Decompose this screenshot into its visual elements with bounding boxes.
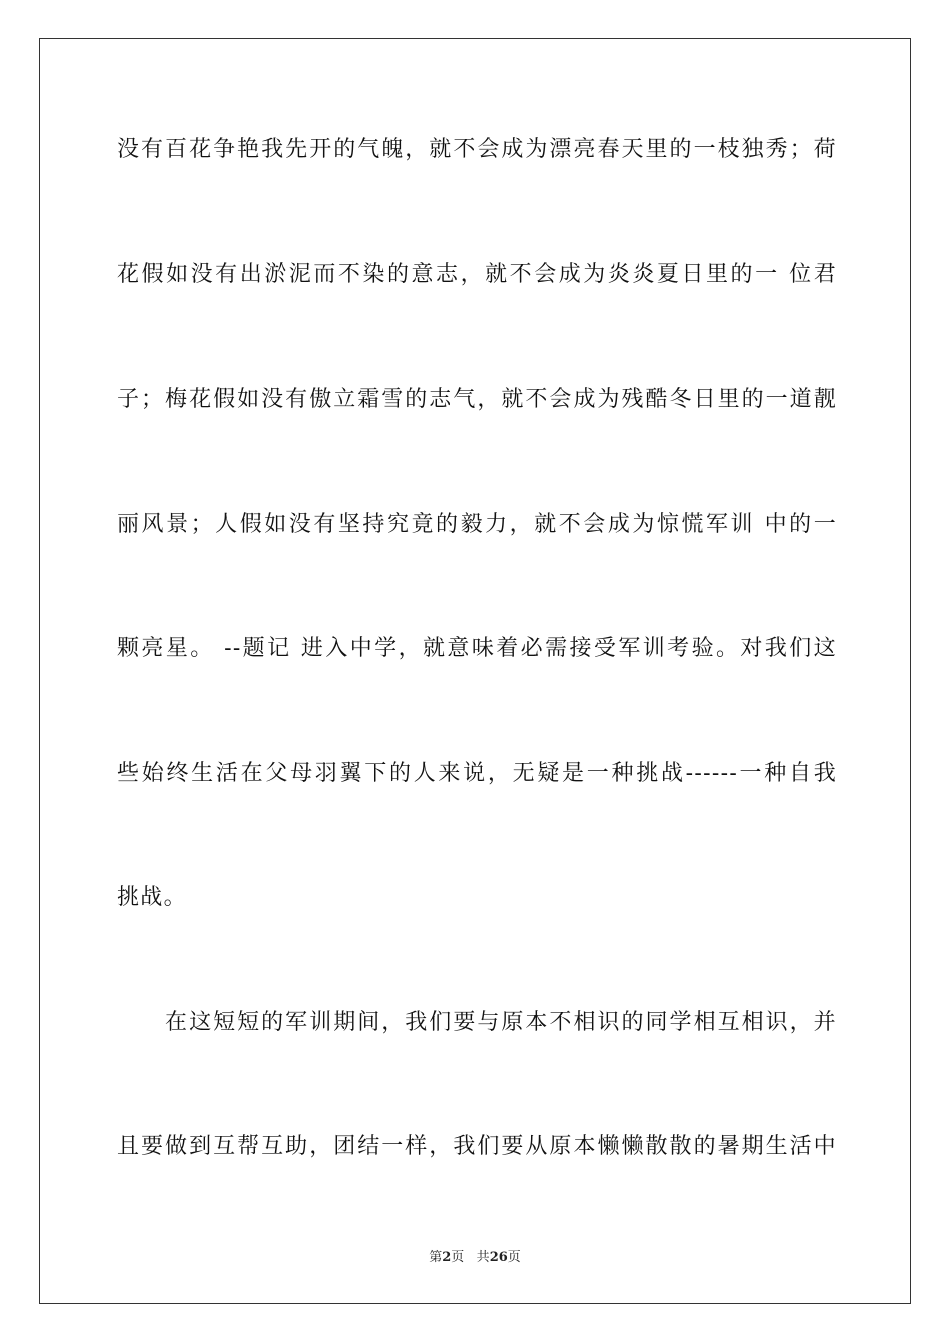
page-suffix: 页: [451, 1250, 465, 1265]
total-pages: 26: [489, 1250, 508, 1265]
text-line: 没有百花争艳我先开的气魄，就不会成为漂亮春天里的一枝独秀；荷: [117, 137, 837, 162]
total-prefix: 共: [476, 1250, 490, 1265]
page-prefix: 第: [429, 1250, 443, 1265]
text-line: 颗亮星。 --题记 进入中学，就意味着必需接受军训考验。对我们这: [117, 636, 837, 661]
text-line: 花假如没有出淤泥而不染的意志，就不会成为炎炎夏日里的一 位君: [117, 262, 837, 287]
text-line: 些始终生活在父母羽翼下的人来说，无疑是一种挑战------一种自我: [117, 761, 837, 786]
text-line: 丽风景；人假如没有坚持究竟的毅力，就不会成为惊慌军训 中的一: [117, 512, 837, 537]
page-border: [39, 38, 911, 1304]
text-line: 子；梅花假如没有傲立霜雪的志气，就不会成为残酷冬日里的一道靓: [117, 387, 837, 412]
text-line: 挑战。: [117, 885, 187, 910]
page-number: 2: [442, 1250, 452, 1265]
total-suffix: 页: [507, 1250, 521, 1265]
text-line: 在这短短的军训期间，我们要与原本不相识的同学相互相识，并: [117, 1010, 837, 1035]
page-footer: [0, 1246, 950, 1265]
text-line: 且要做到互帮互助，团结一样，我们要从原本懒懒散散的暑期生活中: [117, 1134, 837, 1159]
